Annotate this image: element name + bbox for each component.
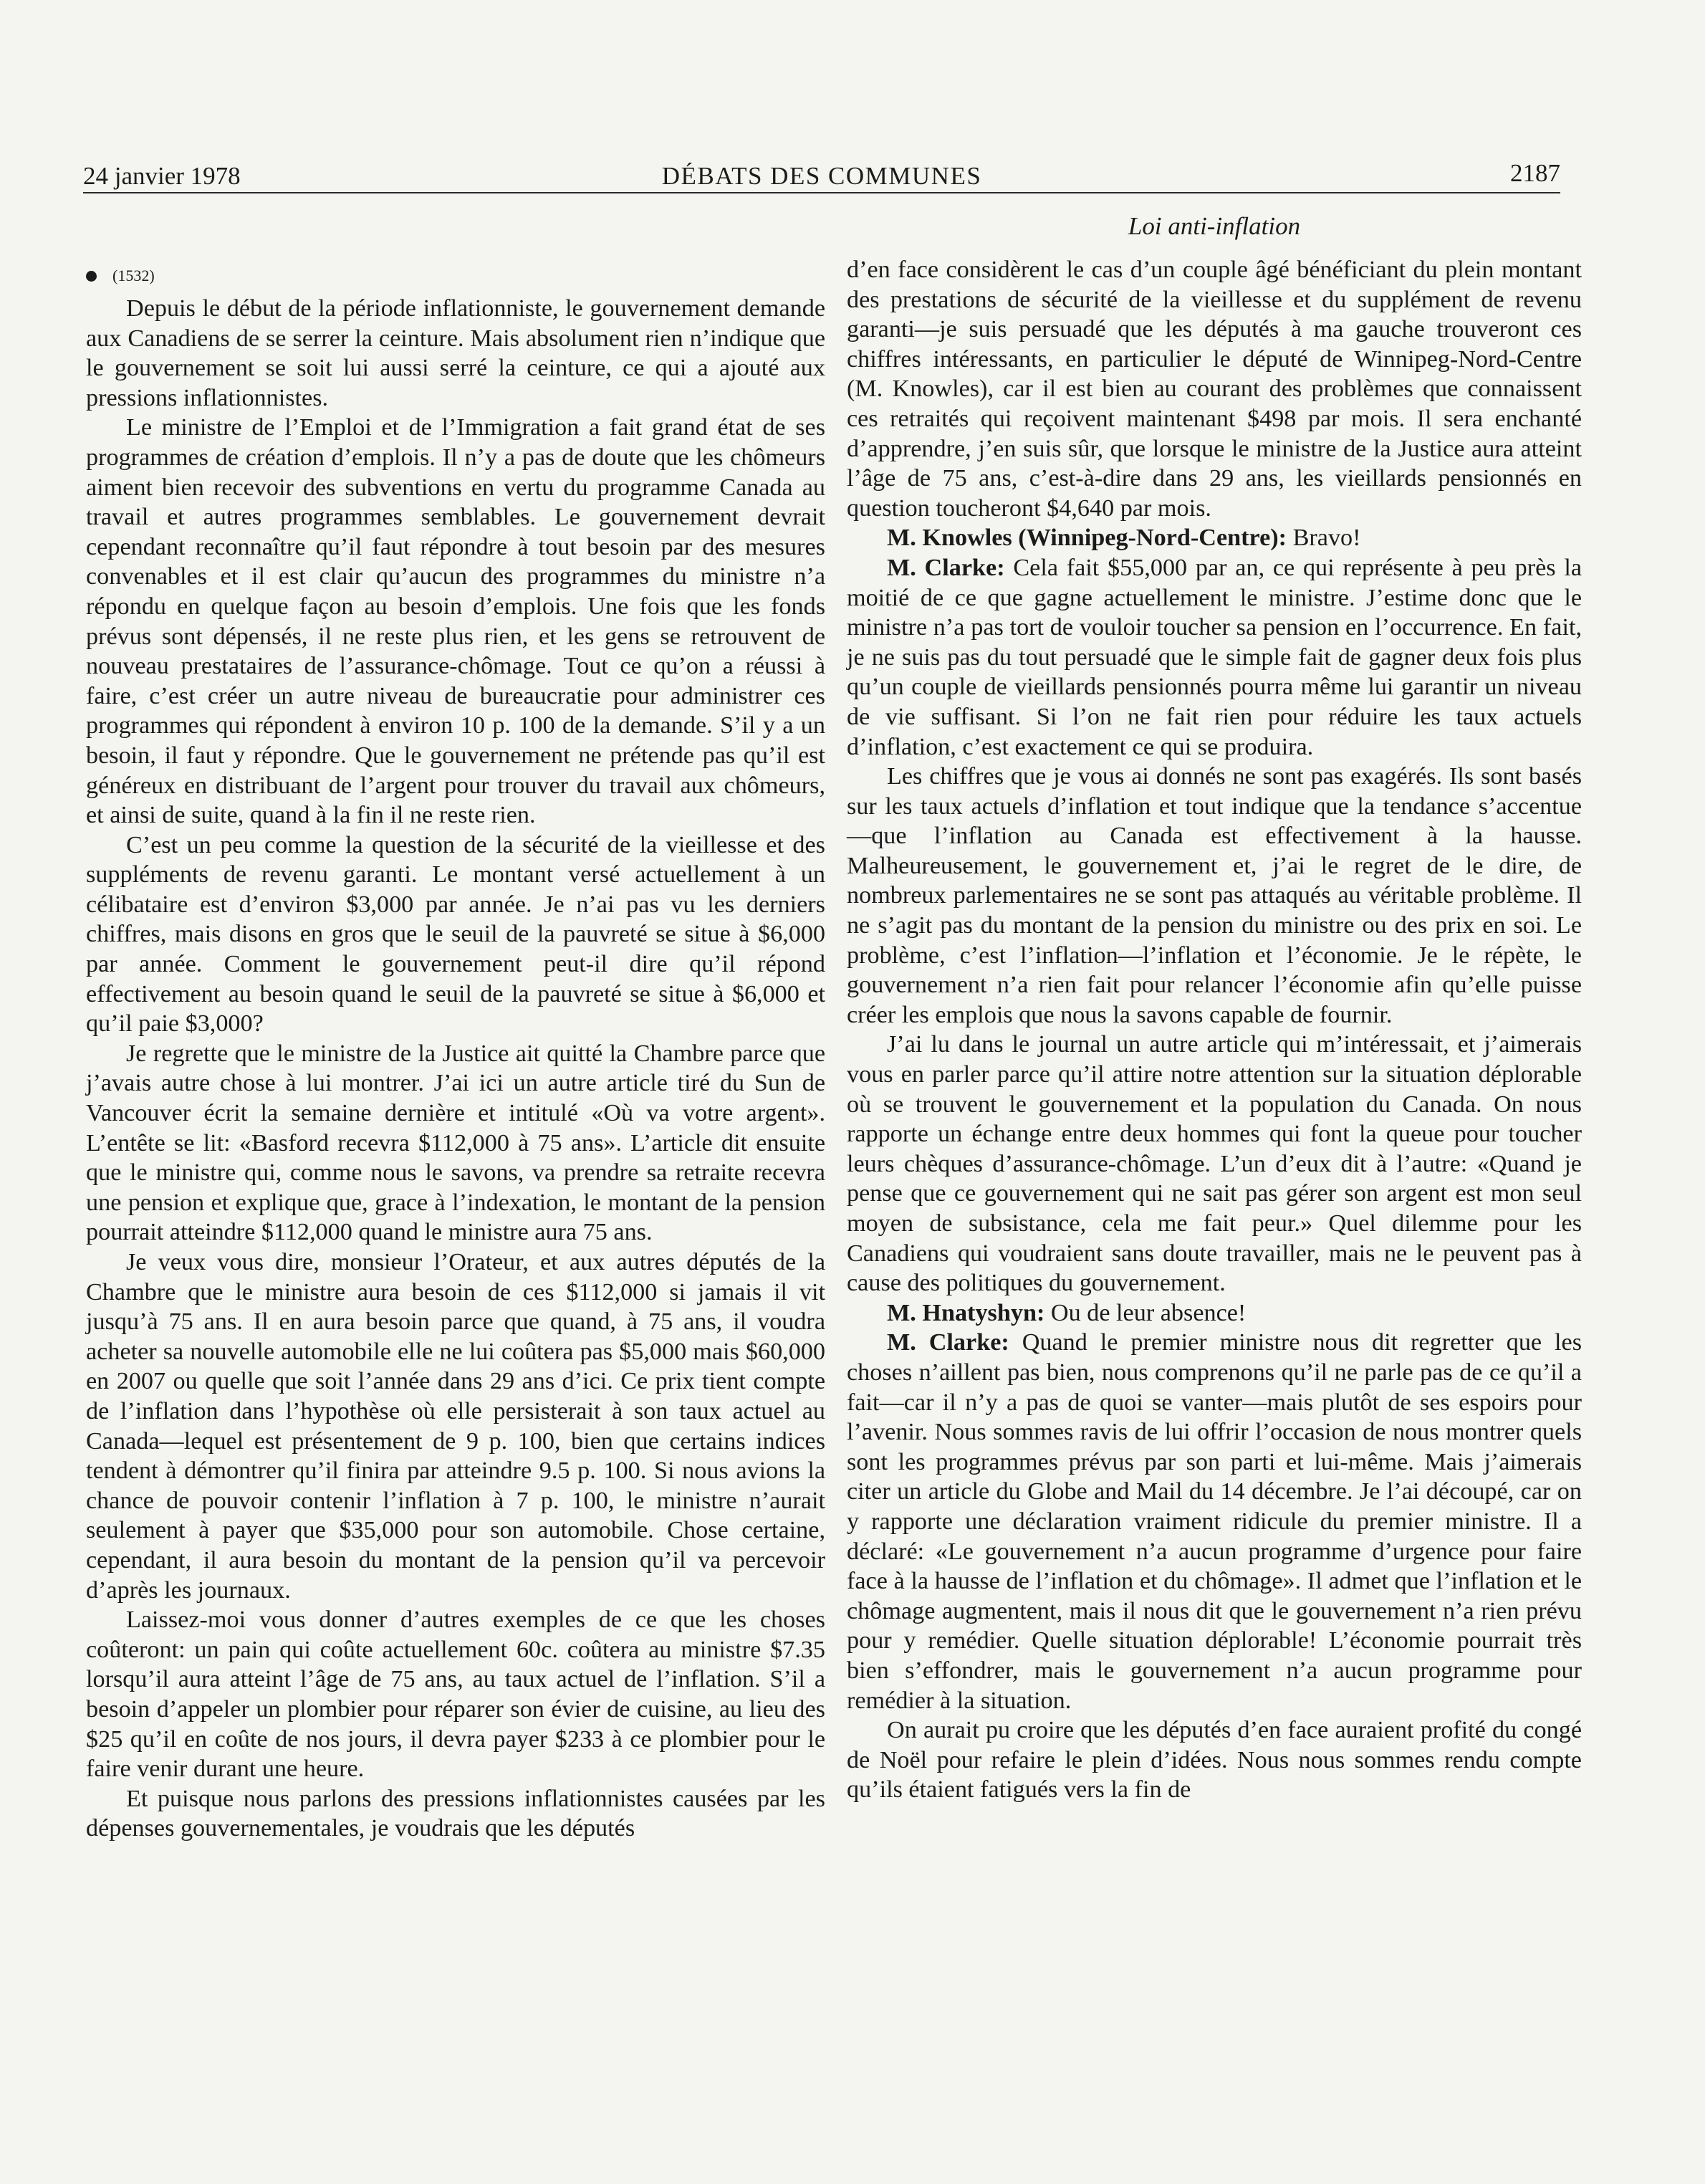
time-marker xyxy=(86,267,155,285)
speech-clarke xyxy=(847,1328,1582,1715)
header-rule xyxy=(83,192,1560,193)
paragraph: On aurait pu croire que les députés d’en face auraient profité du congé de Noël pour refaire le plein d’idées. Nous nous sommes rendu compte qu’ils étaient fatigués vers la fin de xyxy=(847,1717,1582,1804)
header-page-number: 2187 xyxy=(1510,159,1560,187)
speaker-name: M. Hnatyshyn: xyxy=(887,1299,1045,1326)
paragraph: Je veux vous dire, monsieur l’Orateur, et aux autres députés de la Chambre que le ministre aura besoin de ces $112,000 si jamais il vit jusqu’à 75 ans. Il en aura besoin parce que quand, à 75 ans, il voudra acheter sa nouvelle automobile elle ne lui coûtera pas $5,000 mais $60,000 en 2007 ou quelle que soit l’année dans 29 ans d’ici. Ce prix tient compte de l’inflation dans l’hypothèse où elle persisterait à son taux actuel au Canada—lequel est présentement de 9 p. 100, bien que certains indices tendent à démontrer qu’il finira par atteindre 9.5 p. 100. Si nous avions la chance de pouvoir contenir l’inflation à 7 p. 100, le ministre n’aurait seulement à payer que $35,000 pour son automobile. Chose certaine, cependant, il aura besoin du montant de la pension qu’il va percevoir d’après les journaux. xyxy=(86,1249,825,1604)
right-column xyxy=(847,255,1582,1805)
header-title: DÉBATS DES COMMUNES xyxy=(661,162,982,190)
speech-text: Bravo! xyxy=(1292,525,1361,552)
page-header xyxy=(83,159,1560,191)
speech-text: Ou de leur absence! xyxy=(1050,1299,1247,1326)
bullet-dot xyxy=(86,271,97,282)
speech-text: Cela fait $55,000 par an, ce qui représente à peu près la moitié de ce que gagne actuellement le ministre. J’estime donc que le ministre n’a pas tort de vouloir toucher sa pension en l’occurrence. En fait, je ne suis pas du tout persuadé que le simple fait de gagner deux fois plus qu’un couple de vieillards pensionnés pourra même lui garantir un niveau de vie suffisant. Si l’on ne fait rien pour réduire les taux actuels d’inflation, c’est exactement ce qui se produira. xyxy=(847,554,1582,760)
time-marker-label: (1532) xyxy=(112,267,155,284)
paragraph: Je regrette que le ministre de la Justice ait quitté la Chambre parce que j’avais autre chose à lui montrer. J’ai ici un autre article tiré du Sun de Vancouver écrit la semaine dernière et intitulé «Où va votre argent». L’entête se lit: «Basford recevra $112,000 à 75 ans». L’article dit ensuite que le ministre qui, comme nous le savons, va prendre sa retraite recevra une pension et explique que, grace à l’indexation, le montant de la pension pourrait atteindre $112,000 quand le ministre aura 75 ans. xyxy=(86,1040,825,1246)
left-column xyxy=(86,294,825,1844)
speech-clarke xyxy=(847,553,1582,762)
paragraph: Les chiffres que je vous ai donnés ne sont pas exagérés. Ils sont basés sur les taux actuels d’inflation et tout indique que la tendance s’accentue—que l’inflation au Canada est effectivement à la hausse. Malheureusement, le gouvernement et, j’ai le regret de le dire, de nombreux parlementaires ne se sont pas attaqués au véritable problème. Il ne s’agit pas du montant de la pension du ministre ou des prix en soi. Le problème, c’est l’inflation—l’inflation et l’économie. Je le répète, le gouvernement n’a rien fait pour relancer l’économie afin qu’elle puisse créer les emplois que nous la savons capable de fournir. xyxy=(847,763,1582,1028)
speaker-name: M. Clarke: xyxy=(887,1329,1009,1356)
paragraph: Depuis le début de la période inflationniste, le gouvernement demande aux Canadiens de se serrer la ceinture. Mais absolument rien n’indique que le gouvernement se soit lui aussi serré la ceinture, ce qui a ajouté aux pressions inflationnistes. xyxy=(86,295,825,411)
running-head: Loi anti-inflation xyxy=(1128,212,1301,240)
speech-text: Quand le premier ministre nous dit regretter que les choses n’aillent pas bien, nous comprenons qu’il ne parle pas de ce qu’il a fait—car il n’y a pas de quoi se vanter—mais plutôt de ses espoirs pour l’avenir. Nous sommes ravis de lui offrir l’occasion de nous montrer quels sont les programmes prévus par son parti et lui-même. Mais j’aimerais citer un article du Globe and Mail du 14 décembre. Je l’ai découpé, car on y rapporte une déclaration vraiment ridicule du premier ministre. Il a déclaré: «Le gouvernement n’a aucun programme d’urgence pour faire face à la hausse de l’inflation et du chômage». Il admet que l’inflation et le chômage augmentent, mais il nous dit que le gouvernement n’a rien prévu pour y remédier. Quelle situation déplorable! L’économie pourrait très bien s’effondrer, mais le gouvernement n’a aucun programme pour remédier à la situation. xyxy=(847,1329,1582,1714)
speech-hnatyshyn xyxy=(847,1298,1582,1328)
speaker-name: M. Clarke: xyxy=(887,554,1005,581)
paragraph: Laissez-moi vous donner d’autres exemples de ce que les choses coûteront: un pain qui coûte actuellement 60c. coûtera au ministre $7.35 lorsqu’il aura atteint l’âge de 75 ans, au taux actuel de l’inflation. S’il a besoin d’appeler un plombier pour réparer son évier de cuisine, au lieu des $25 qu’il en coûte de nos jours, il devra payer $233 à ce plombier pour le faire venir durant une heure. xyxy=(86,1606,825,1783)
paragraph: J’ai lu dans le journal un autre article qui m’intéressait, et j’aimerais vous en parler parce qu’il attire notre attention sur la situation déplorable où se trouvent le gouvernement et la population du Canada. On nous rapporte un échange entre deux hommes qui font la queue pour toucher leurs chèques d’assurance-chômage. L’un d’eux dit à l’autre: «Quand je pense que ce gouvernement qui ne sait pas gérer son argent est mon seul moyen de subsistance, cela me fait peur.» Quel dilemme pour les Canadiens qui voudraient sans doute travailler, mais ne le peuvent pas à cause des politiques du gouvernement. xyxy=(847,1031,1582,1297)
speaker-name: M. Knowles (Winnipeg-Nord-Centre): xyxy=(887,525,1287,552)
paragraph: C’est un peu comme la question de la sécurité de la vieillesse et des suppléments de revenu garanti. Le montant versé actuellement à un célibataire est d’environ $3,000 par année. Je n’ai pas vu les derniers chiffres, mais disons en gros que le seuil de la pauvreté se situe à $6,000 par année. Comment le gouvernement peut-il dire qu’il répond effectivement au besoin quand le seuil de la pauvreté se situe à $6,000 et qu’il paie $3,000? xyxy=(86,831,825,1038)
paragraph: Le ministre de l’Emploi et de l’Immigration a fait grand état de ses programmes de création d’emplois. Il n’y a pas de doute que les chômeurs aiment bien recevoir des subventions en vertu du programme Canada au travail et autres programmes semblables. Le gouvernement devrait cependant reconnaître qu’il faut répondre à tout besoin par des mesures convenables et il est clair qu’aucun des programmes du ministre n’a répondu en quelque façon au besoin d’emplois. Une fois que les fonds prévus sont dépensés, il ne reste plus rien, et les gens se retrouvent de nouveau prestataires de l’assurance-chômage. Tout ce qu’on a réussi à faire, c’est créer un autre niveau de bureaucratie pour administrer ces programmes qui répondent à environ 10 p. 100 de la demande. S’il y a un besoin, il faut y répondre. Que le gouvernement ne prétende pas qu’il est généreux en distribuant de l’argent pour trouver du travail aux chômeurs, et ainsi de suite, quand à la fin il ne reste rien. xyxy=(86,414,825,829)
paragraph: d’en face considèrent le cas d’un couple âgé bénéficiant du plein montant des prestations de sécurité de la vieillesse et du supplément de revenu garanti—je suis persuadé que les députés à ma gauche trouveront ces chiffres intéressants, en particulier le député de Winnipeg-Nord-Centre (M. Knowles), car il est bien au courant des problèmes que connaissent ces retraités qui reçoivent maintenant $498 par mois. Il sera enchanté d’apprendre, j’en suis sûr, que lorsque le ministre de la Justice aura atteint l’âge de 75 ans, c’est-à-dire dans 29 ans, les vieillards pensionnés en question toucheront $4,640 par mois. xyxy=(847,257,1582,522)
header-date: 24 janvier 1978 xyxy=(83,162,241,190)
paragraph: Et puisque nous parlons des pressions inflationnistes causées par les dépenses gouvernementales, je voudrais que les députés xyxy=(86,1785,825,1842)
speech-knowles xyxy=(847,523,1582,553)
